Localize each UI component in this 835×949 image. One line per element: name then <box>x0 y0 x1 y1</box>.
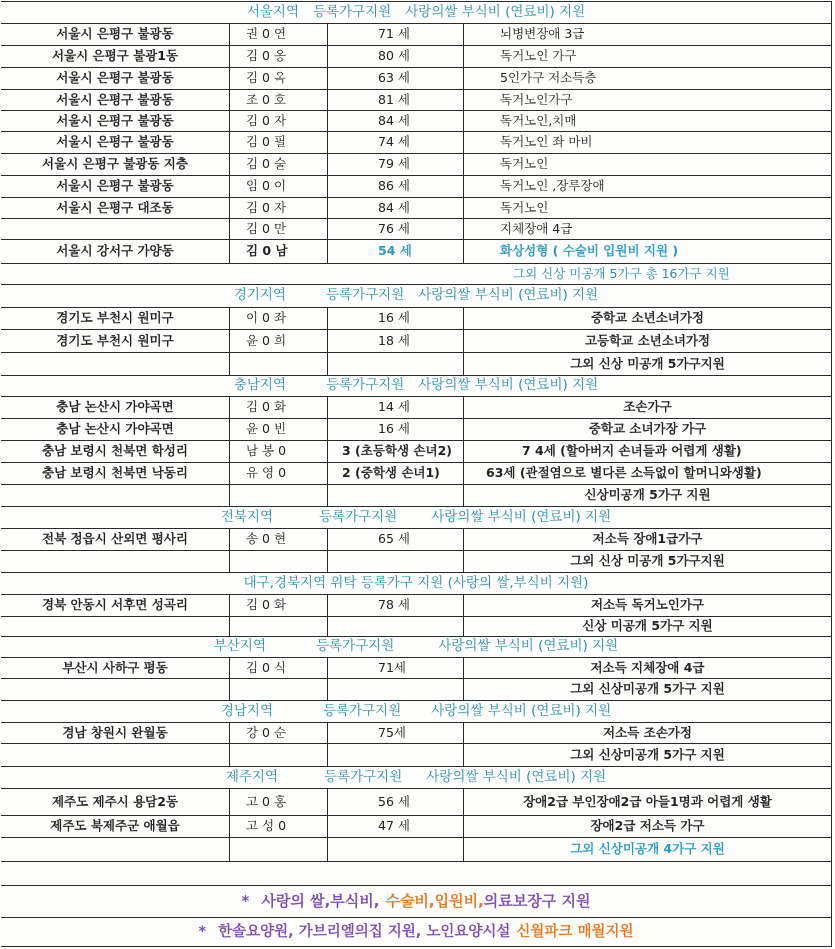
extra-note: 그외 신상 미공개 5가구지원 <box>463 551 832 572</box>
address-cell: 제주도 북제주군 애월읍 <box>50 818 180 834</box>
note-cell: 독거노인 <box>463 198 832 218</box>
extra-note: 신상미공개 5가구 지원 <box>463 485 832 506</box>
busan-rice: 사랑의쌀 부식비 (연료비) 지원 <box>438 638 619 655</box>
table-row <box>1 218 832 239</box>
name-cell: 고 0 홍 <box>229 789 327 815</box>
seoul-extra-row <box>1 263 832 284</box>
table-row <box>1 722 832 743</box>
age-cell: 86 세 <box>327 176 463 197</box>
age-cell: 54 세 <box>327 240 463 263</box>
age-cell: 56 세 <box>327 789 463 815</box>
spacer-cell <box>1 862 832 885</box>
address-cell: 서울시 은평구 불광동 지층 <box>42 156 188 172</box>
extra-note: 신상 미공개 5가구 지원 <box>463 617 832 636</box>
name-cell: 권 0 연 <box>229 24 327 45</box>
note-cell: 저소득 장애1급가구 <box>463 529 832 550</box>
age-cell <box>327 838 463 861</box>
address-cell: 충남 논산시 가야곡면 <box>56 399 174 415</box>
jeonbuk-header-cell <box>1 507 832 528</box>
address-cell <box>1 353 229 375</box>
age-cell <box>327 485 463 506</box>
age-cell <box>327 679 463 700</box>
age-cell <box>327 744 463 766</box>
note-cell: 중학교 소년소녀가정 <box>463 308 832 329</box>
age-cell: 16 세 <box>327 419 463 440</box>
name-cell: 김 0 옥 <box>229 68 327 89</box>
name-cell <box>229 617 327 636</box>
gyeongnam-rice: 사랑의쌀 부식비 (연료비) 지원 <box>431 702 612 719</box>
jeonbuk-region: 전북지역 <box>220 508 273 525</box>
note-cell: 장애2급 저소득 가구 <box>463 816 832 837</box>
extra-note: 그외 신상 미공개 5가구 총 16가구 지원 <box>1 264 832 284</box>
age-cell: 76 세 <box>327 219 463 239</box>
name-cell: 김 0 자 <box>229 111 327 131</box>
jeju-support: 등록가구지원 <box>324 768 403 785</box>
name-cell: 윤 0 희 <box>229 330 327 352</box>
chungnam-region: 충남지역 <box>233 377 286 394</box>
age-cell: 84 세 <box>327 198 463 218</box>
age-cell: 71 세 <box>327 24 463 45</box>
name-cell <box>229 485 327 506</box>
chungnam-rice: 사랑의쌀 부식비 (연료비) 지원 <box>418 377 599 394</box>
footer-monthly: 신월파크 매월지원 <box>516 924 634 941</box>
note-cell: 저소득 독거노인가구 <box>463 595 832 616</box>
age-cell: 75세 <box>327 723 463 743</box>
footer-rice-food: 사랑의 쌀,부식비, <box>261 892 380 910</box>
gyeongnam-header <box>1 700 832 722</box>
name-cell: 김 0 화 <box>229 397 327 418</box>
address-cell: 경북 안동시 서후면 성곡리 <box>42 597 188 613</box>
name-cell: 김 0 식 <box>229 658 327 678</box>
footer-facilities: 한솔요양원, 가브리엘의집 지원, 노인요양시설 <box>218 924 511 941</box>
table-row <box>1 396 832 418</box>
address-cell: 제주도 제주시 용담2동 <box>51 793 179 809</box>
gyeongnam-region: 경남지역 <box>220 702 273 719</box>
address-cell: 서울시 은평구 불광동 <box>56 26 174 42</box>
table-row <box>1 197 832 218</box>
address-cell: 경기도 부천시 원미구 <box>56 332 174 348</box>
gyeongnam-support: 등록가구지원 <box>323 702 402 719</box>
address-cell <box>1 551 229 572</box>
address-cell: 전북 정읍시 산외면 평사리 <box>42 531 188 547</box>
table-row <box>1 153 832 175</box>
table-row <box>1 307 832 329</box>
gyeonggi-header <box>1 284 832 307</box>
note-cell: 독거노인 가구 <box>463 46 832 67</box>
address-cell: 충남 보령시 천북면 낙동리 <box>42 465 188 481</box>
gyeongnam-header-cell <box>1 701 832 722</box>
age-cell: 84 세 <box>327 111 463 131</box>
address-cell <box>1 617 229 636</box>
table-row <box>1 815 832 837</box>
address-cell <box>1 679 229 700</box>
table-row <box>1 528 832 550</box>
table-row <box>1 418 832 440</box>
seoul-header <box>1 1 832 23</box>
age-cell: 79 세 <box>327 154 463 175</box>
note-cell: 독거노인 ,장루장애 <box>463 176 832 197</box>
address-cell: 서울시 강서구 가양동 <box>56 243 174 259</box>
note-cell: 조손가구 <box>463 397 832 418</box>
busan-header-cell <box>1 637 832 657</box>
gyeonggi-region: 경기지역 <box>233 287 286 304</box>
name-cell <box>229 353 327 375</box>
table-row <box>1 110 832 131</box>
extra-note: 그외 신상미공개 5가구 지원 <box>463 679 832 700</box>
table-row-highlight <box>1 239 832 263</box>
address-cell: 서울시 은평구 불광동 <box>56 70 174 86</box>
table-row <box>1 45 832 67</box>
table-row <box>1 657 832 678</box>
age-cell: 81 세 <box>327 90 463 110</box>
name-cell: 이 0 좌 <box>229 308 327 329</box>
table-row-extra <box>1 484 832 506</box>
footer-medical: 의료보장구 지원 <box>483 892 591 910</box>
note-cell: 7 4세 (할아버지 손녀들과 어렵게 생활) <box>463 441 832 462</box>
address-cell: 서울시 은평구 불광1동 <box>51 48 179 64</box>
age-cell: 2 (중학생 손녀1) <box>327 463 463 484</box>
name-cell: 김 0 옹 <box>229 46 327 67</box>
table-row-extra <box>1 743 832 766</box>
age-cell: 18 세 <box>327 330 463 352</box>
busan-support: 등록가구지원 <box>316 638 395 655</box>
extra-note: 그외 신상미공개 5가구 지원 <box>463 744 832 766</box>
footer-row-1 <box>1 885 832 917</box>
note-cell: 중학교 소녀가장 가구 <box>463 419 832 440</box>
address-cell <box>1 485 229 506</box>
table-row-extra <box>1 352 832 375</box>
spacer-row <box>1 861 832 885</box>
name-cell: 김 0 자 <box>229 198 327 218</box>
table-row <box>1 462 832 484</box>
address-cell: 충남 보령시 천북면 학성리 <box>42 443 188 459</box>
note-cell: 고등학교 소년소녀가정 <box>463 330 832 352</box>
jeju-rice: 사랑의쌀 부식비 (연료비) 지원 <box>426 768 607 785</box>
name-cell: 강 0 순 <box>229 723 327 743</box>
note-cell: 저소득 조손가정 <box>463 723 832 743</box>
note-cell: 화상성형 ( 수술비 입원비 지원 ) <box>463 240 832 263</box>
note-cell: 독거노인 <box>463 154 832 175</box>
table-row <box>1 788 832 815</box>
table-row-extra <box>1 678 832 700</box>
chungnam-header-cell <box>1 376 832 396</box>
note-cell: 장애2급 부인장애2급 아들1명과 어렵게 생활 <box>463 789 832 815</box>
seoul-header-cell <box>1 2 832 23</box>
footer-row-2 <box>1 917 832 947</box>
table-row <box>1 329 832 352</box>
age-cell: 63 세 <box>327 68 463 89</box>
note-cell: 지체장애 4급 <box>463 219 832 239</box>
age-cell: 16 세 <box>327 308 463 329</box>
age-cell: 80 세 <box>327 46 463 67</box>
name-cell: 김 0 필 <box>229 132 327 153</box>
footer-star: * <box>198 924 207 941</box>
age-cell: 78 세 <box>327 595 463 616</box>
name-cell: 유 영 0 <box>229 463 327 484</box>
jeonbuk-header <box>1 506 832 528</box>
daegu-header-title: 대구,경북지역 위탁 등록가구 지원 (사랑의 쌀,부식비 지원) <box>1 573 832 594</box>
note-cell: 63세 (관절염으로 별다른 소득없이 할머니와생활) <box>463 463 832 484</box>
name-cell: 고 성 0 <box>229 816 327 837</box>
address-cell <box>1 219 229 239</box>
age-cell <box>327 551 463 572</box>
busan-region: 부산지역 <box>213 638 266 655</box>
age-cell: 14 세 <box>327 397 463 418</box>
name-cell: 김 0 화 <box>229 595 327 616</box>
note-cell: 뇌병변장애 3급 <box>463 24 832 45</box>
gyeonggi-support: 등록가구지원 <box>326 287 405 304</box>
table-row <box>1 67 832 89</box>
address-cell <box>1 744 229 766</box>
busan-header <box>1 636 832 657</box>
address-cell: 서울시 은평구 대조동 <box>56 199 174 215</box>
address-cell: 경기도 부천시 원미구 <box>56 310 174 326</box>
name-cell <box>229 551 327 572</box>
name-cell: 김 0 만 <box>229 219 327 239</box>
note-cell: 독거노인 좌 마비 <box>463 132 832 153</box>
address-cell: 서울시 은평구 불광동 <box>56 178 174 194</box>
seoul-support: 등록가구지원 <box>313 3 392 20</box>
table-row <box>1 440 832 462</box>
name-cell: 남 봉 0 <box>229 441 327 462</box>
name-cell: 김 0 남 <box>229 240 327 263</box>
footer-star: * <box>241 892 250 910</box>
age-cell <box>327 353 463 375</box>
seoul-region: 서울지역 <box>246 3 299 20</box>
age-cell: 3 (초등학생 손녀2) <box>327 441 463 462</box>
footer-surgery: 수술비,입원비, <box>385 892 484 910</box>
chungnam-support: 등록가구지원 <box>326 377 405 394</box>
chungnam-header <box>1 375 832 396</box>
table-row-extra <box>1 837 832 861</box>
name-cell <box>229 838 327 861</box>
gyeonggi-rice: 사랑의쌀 부식비 (연료비) 지원 <box>418 287 599 304</box>
table-row <box>1 89 832 110</box>
jeju-region: 제주지역 <box>225 768 278 785</box>
gyeonggi-header-cell <box>1 285 832 307</box>
table-bottom-border <box>1 946 832 947</box>
name-cell <box>229 679 327 700</box>
age-cell: 65 세 <box>327 529 463 550</box>
address-cell <box>1 838 229 861</box>
name-cell: 임 0 이 <box>229 176 327 197</box>
age-cell: 71세 <box>327 658 463 678</box>
age-cell <box>327 617 463 636</box>
seoul-rice: 사랑의쌀 부식비 (연료비) 지원 <box>405 3 586 20</box>
note-cell: 저소득 지체장애 4급 <box>463 658 832 678</box>
footer-line-2 <box>1 918 832 947</box>
table-row <box>1 131 832 153</box>
age-cell: 74 세 <box>327 132 463 153</box>
name-cell: 김 0 술 <box>229 154 327 175</box>
note-cell: 독거노인가구 <box>463 90 832 110</box>
address-cell: 경남 창원시 완월동 <box>62 724 168 740</box>
extra-note: 그외 신상 미공개 5가구지원 <box>463 353 832 375</box>
name-cell: 윤 0 빈 <box>229 419 327 440</box>
name-cell <box>229 744 327 766</box>
jeonbuk-rice: 사랑의쌀 부식비 (연료비) 지원 <box>431 508 612 525</box>
footer-line-1 <box>1 886 832 917</box>
address-cell: 부산시 사하구 평동 <box>62 659 168 675</box>
table-row-extra <box>1 616 832 636</box>
jeju-header <box>1 766 832 788</box>
note-cell: 5인가구 저소득층 <box>463 68 832 89</box>
address-cell: 충남 논산시 가야곡면 <box>56 421 174 437</box>
daegu-header <box>1 572 832 594</box>
name-cell: 조 0 호 <box>229 90 327 110</box>
table-row-extra <box>1 550 832 572</box>
age-cell: 47 세 <box>327 816 463 837</box>
table-row <box>1 175 832 197</box>
jeju-header-cell <box>1 767 832 788</box>
jeonbuk-support: 등록가구지원 <box>319 508 398 525</box>
address-cell: 서울시 은평구 불광동 <box>56 134 174 150</box>
table-row <box>1 23 832 45</box>
extra-note: 그외 신상미공개 4가구 지원 <box>463 838 832 861</box>
table-row <box>1 594 832 616</box>
note-cell: 독거노인,치매 <box>463 111 832 131</box>
address-cell: 서울시 은평구 불광동 <box>56 112 174 128</box>
address-cell: 서울시 은평구 불광동 <box>56 91 174 107</box>
name-cell: 송 0 현 <box>229 529 327 550</box>
